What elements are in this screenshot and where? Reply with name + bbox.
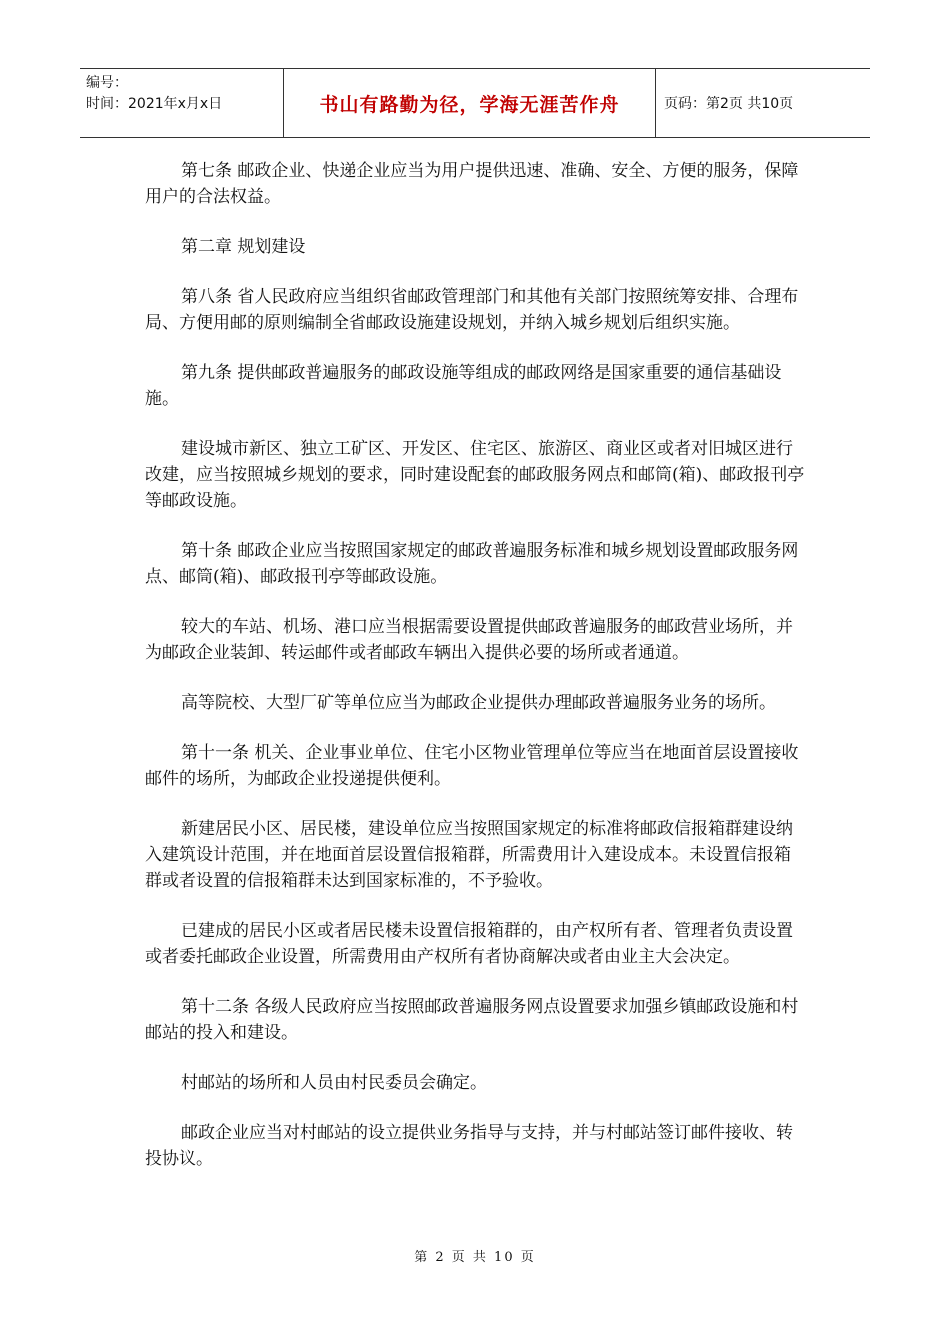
page-footer: 第 2 页 共 10 页 (414, 1250, 536, 1265)
paragraph-article-10-3: 高等院校、大型厂矿等单位应当为邮政企业提供办理邮政普遍服务业务的场所。 (181, 693, 776, 713)
paragraph-article-11-2: 新建居民小区、居民楼，建设单位应当按照国家规定的标准将邮政信报箱群建设纳入建筑设计范围，并在地面首层设置信报箱群，所需费用计入建设成本。未设置信报箱群或者设置的信报箱群未达到国家标准的，不予验收。 (145, 819, 793, 891)
paragraph-article-10-2: 较大的车站、机场、港口应当根据需要设置提供邮政普遍服务的邮政营业场所，并为邮政企业装卸、转运邮件或者邮政车辆出入提供必要的场所或者通道。 (145, 617, 793, 663)
paragraph-article-11-3: 已建成的居民小区或者居民楼未设置信报箱群的，由产权所有者、管理者负责设置或者委托邮政企业设置，所需费用由产权所有者协商解决或者由业主大会决定。 (145, 921, 793, 967)
header-motto: 书山有路勤为径，学海无涯苦作舟 (283, 69, 656, 137)
chapter-heading-2: 第二章 规划建设 (181, 237, 306, 257)
document-number-label: 编号： (86, 75, 128, 91)
document-time-label: 时间：2021年x月x日 (86, 96, 223, 112)
document-body (145, 158, 805, 1196)
paragraph-article-12-2: 村邮站的场所和人员由村民委员会确定。 (181, 1073, 487, 1093)
paragraph-article-11: 第十一条 机关、企业事业单位、住宅小区物业管理单位等应当在地面首层设置接收邮件的场所，为邮政企业投递提供便利。 (145, 743, 799, 789)
paragraph-article-9-2: 建设城市新区、独立工矿区、开发区、住宅区、旅游区、商业区或者对旧城区进行改建，应当按照城乡规划的要求，同时建设配套的邮政服务网点和邮筒(箱)、邮政报刊亭等邮政设施。 (145, 439, 805, 511)
paragraph-article-7: 第七条 邮政企业、快递企业应当为用户提供迅速、准确、安全、方便的服务，保障用户的合法权益。 (145, 161, 799, 207)
paragraph-article-12-3: 邮政企业应当对村邮站的设立提供业务指导与支持，并与村邮站签订邮件接收、转投协议。 (145, 1123, 793, 1169)
paragraph-article-8: 第八条 省人民政府应当组织省邮政管理部门和其他有关部门按照统筹安排、合理布局、方便用邮的原则编制全省邮政设施建设规划，并纳入城乡规划后组织实施。 (145, 287, 799, 333)
paragraph-article-12: 第十二条 各级人民政府应当按照邮政普遍服务网点设置要求加强乡镇邮政设施和村邮站的投入和建设。 (145, 997, 799, 1043)
paragraph-article-10: 第十条 邮政企业应当按照国家规定的邮政普遍服务标准和城乡规划设置邮政服务网点、邮筒(箱)、邮政报刊亭等邮政设施。 (145, 541, 799, 587)
document-header (80, 68, 870, 138)
header-page-code: 页码：第2页 共10页 (664, 96, 794, 112)
paragraph-article-9: 第九条 提供邮政普遍服务的邮政设施等组成的邮政网络是国家重要的通信基础设施。 (145, 363, 782, 409)
header-meta (80, 69, 283, 137)
